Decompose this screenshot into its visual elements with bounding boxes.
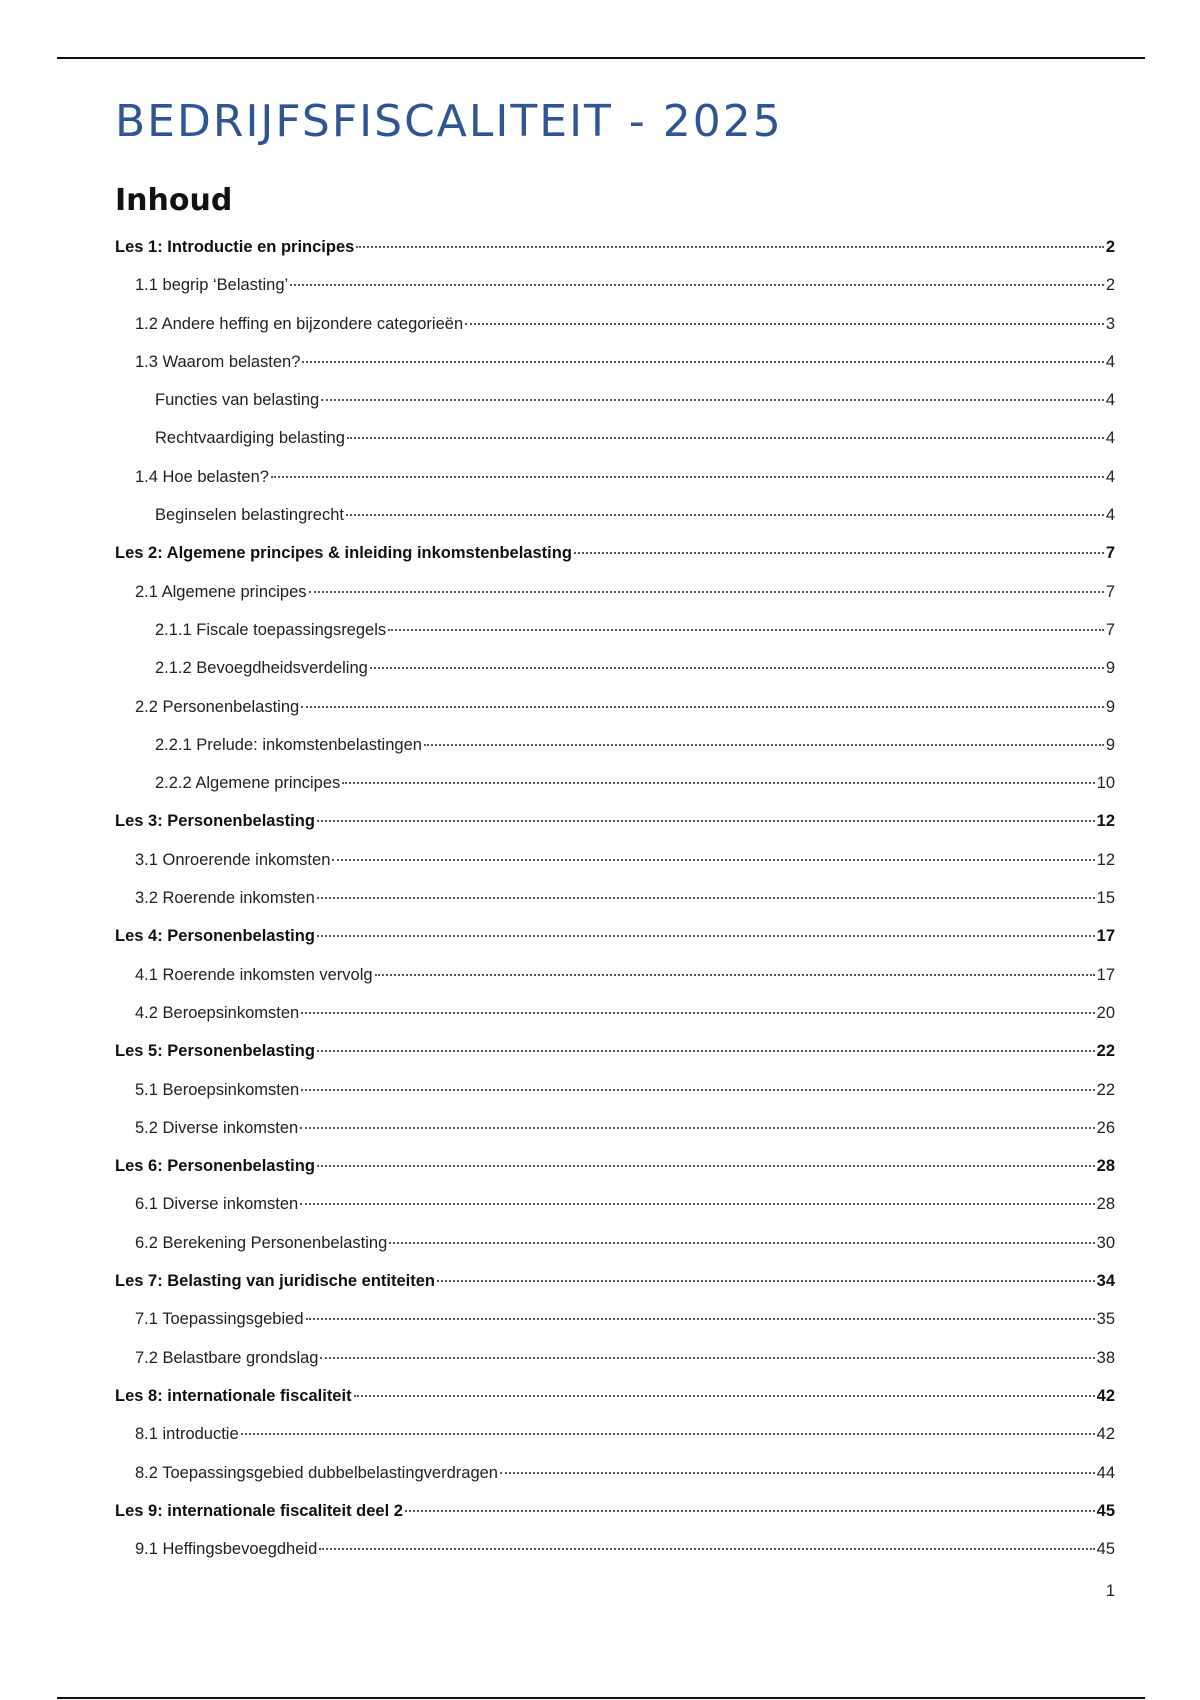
toc-dot-leader — [300, 1203, 1094, 1205]
toc-entry-title: 3.2 Roerende inkomsten — [135, 889, 315, 908]
toc-entry[interactable] — [115, 347, 1115, 385]
toc-entry-page: 15 — [1096, 889, 1115, 908]
document-title: BEDRIJFSFISCALITEIT - 2025 — [115, 96, 783, 147]
toc-entry-page: 9 — [1105, 735, 1115, 754]
toc-entry[interactable] — [115, 462, 1115, 500]
toc-entry[interactable] — [115, 538, 1115, 576]
toc-entry-page: 4 — [1105, 391, 1115, 410]
toc-entry-page: 38 — [1096, 1348, 1115, 1367]
toc-entry[interactable] — [115, 232, 1115, 270]
toc-dot-leader — [500, 1472, 1095, 1474]
toc-dot-leader — [405, 1510, 1095, 1512]
toc-entry-title: Functies van belasting — [155, 391, 320, 410]
toc-entry-page: 2 — [1105, 276, 1115, 295]
toc-dot-leader — [300, 1127, 1094, 1129]
toc-dot-leader — [388, 629, 1104, 631]
toc-entry-title: 2.1.2 Bevoegdheidsverdeling — [155, 659, 368, 678]
toc-dot-leader — [437, 1280, 1095, 1282]
toc-entry[interactable] — [115, 1458, 1115, 1496]
toc-dot-leader — [465, 323, 1104, 325]
toc-entry-title: 3.1 Onroerende inkomsten — [135, 850, 331, 869]
toc-entry[interactable] — [115, 500, 1115, 538]
toc-entry[interactable] — [115, 1419, 1115, 1457]
toc-entry-title: Rechtvaardiging belasting — [155, 429, 345, 448]
toc-entry[interactable] — [115, 423, 1115, 461]
toc-entry-page: 28 — [1096, 1157, 1115, 1176]
toc-entry-page: 17 — [1096, 927, 1115, 946]
toc-entry-title: 6.2 Berekening Personenbelasting — [135, 1233, 388, 1252]
toc-entry-title: Les 7: Belasting van juridische entiteiten — [115, 1272, 436, 1291]
toc-entry-page: 7 — [1105, 582, 1115, 601]
toc-dot-leader — [306, 1318, 1095, 1320]
toc-entry-title: 8.1 introductie — [135, 1425, 239, 1444]
toc-entry-page: 12 — [1096, 812, 1115, 831]
toc-dot-leader — [320, 1357, 1094, 1359]
toc-entry-title: 1.4 Hoe belasten? — [135, 467, 269, 486]
toc-entry[interactable] — [115, 309, 1115, 347]
toc-entry-title: Beginselen belastingrecht — [155, 506, 344, 525]
toc-entry-page: 10 — [1096, 774, 1115, 793]
toc-entry-title: 2.1.1 Fiscale toepassingsregels — [155, 620, 387, 639]
toc-entry-title: 2.1 Algemene principes — [135, 582, 307, 601]
toc-dot-leader — [317, 1050, 1095, 1052]
toc-entry[interactable] — [115, 883, 1115, 921]
toc-entry-title: 8.2 Toepassingsgebied dubbelbelastingverdragen — [135, 1463, 498, 1482]
toc-entry[interactable] — [115, 385, 1115, 423]
toc-entry-page: 44 — [1096, 1463, 1115, 1482]
toc-entry-page: 22 — [1096, 1080, 1115, 1099]
toc-entry-title: 1.2 Andere heffing en bijzondere categorieën — [135, 314, 464, 333]
toc-dot-leader — [574, 552, 1104, 554]
toc-entry-title: Les 8: internationale fiscaliteit — [115, 1386, 352, 1405]
page-number: 1 — [1105, 1582, 1115, 1600]
toc-entry-title: 7.2 Belastbare grondslag — [135, 1348, 319, 1367]
toc-entry-title: Les 1: Introductie en principes — [115, 238, 355, 256]
toc-entry-title: 5.2 Diverse inkomsten — [135, 1118, 299, 1137]
toc-entry[interactable] — [115, 1189, 1115, 1227]
toc-entry[interactable] — [115, 653, 1115, 691]
toc-entry-page: 4 — [1105, 352, 1115, 371]
toc-entry[interactable] — [115, 730, 1115, 768]
toc-entry-page: 17 — [1096, 965, 1115, 984]
toc-dot-leader — [301, 1089, 1094, 1091]
toc-dot-leader — [356, 246, 1104, 248]
toc-dot-leader — [290, 284, 1104, 286]
toc-entry-title: 1.3 Waarom belasten? — [135, 352, 301, 371]
toc-entry-page: 9 — [1105, 659, 1115, 678]
toc-dot-leader — [375, 974, 1095, 976]
toc-dot-leader — [317, 1165, 1095, 1167]
table-of-contents — [115, 232, 1115, 1572]
toc-heading: Inhoud — [115, 183, 233, 218]
toc-entry-title: 1.1 begrip ‘Belasting’ — [135, 276, 289, 295]
toc-dot-leader — [347, 437, 1104, 439]
toc-entry[interactable] — [115, 1496, 1115, 1534]
toc-entry-page: 26 — [1096, 1118, 1115, 1137]
toc-entry-title: 7.1 Toepassingsgebied — [135, 1310, 304, 1329]
toc-entry-title: Les 4: Personenbelasting — [115, 927, 315, 946]
toc-entry[interactable] — [115, 845, 1115, 883]
toc-dot-leader — [309, 591, 1104, 593]
toc-entry-page: 12 — [1096, 850, 1115, 869]
toc-entry[interactable] — [115, 1036, 1115, 1074]
toc-dot-leader — [346, 514, 1104, 516]
toc-entry[interactable] — [115, 806, 1115, 844]
bottom-rule — [57, 1697, 1145, 1699]
toc-entry[interactable] — [115, 577, 1115, 615]
toc-entry-page: 7 — [1105, 620, 1115, 639]
toc-entry[interactable] — [115, 998, 1115, 1036]
toc-entry-title: 9.1 Heffingsbevoegdheid — [135, 1540, 318, 1559]
toc-entry[interactable] — [115, 1381, 1115, 1419]
toc-entry-title: 5.1 Beroepsinkomsten — [135, 1080, 300, 1099]
toc-entry-page: 45 — [1096, 1501, 1115, 1520]
toc-entry-title: Les 9: internationale fiscaliteit deel 2 — [115, 1501, 403, 1520]
toc-dot-leader — [317, 935, 1095, 937]
toc-dot-leader — [354, 1395, 1095, 1397]
toc-entry[interactable] — [115, 692, 1115, 730]
toc-entry-title: Les 2: Algemene principes & inleiding inkomstenbelasting — [115, 544, 572, 563]
toc-entry-page: 4 — [1105, 467, 1115, 486]
top-rule — [57, 57, 1145, 59]
toc-entry-title: Les 3: Personenbelasting — [115, 812, 315, 831]
toc-entry-title: 2.2.2 Algemene principes — [155, 774, 341, 793]
toc-dot-leader — [271, 476, 1104, 478]
toc-entry-page: 4 — [1105, 506, 1115, 525]
toc-entry[interactable] — [115, 1304, 1115, 1342]
toc-entry[interactable] — [115, 768, 1115, 806]
toc-entry[interactable] — [115, 1228, 1115, 1266]
toc-entry[interactable] — [115, 270, 1115, 308]
toc-entry-title: 2.2.1 Prelude: inkomstenbelastingen — [155, 735, 422, 754]
toc-entry-page: 2 — [1105, 238, 1115, 256]
toc-entry-page: 42 — [1096, 1386, 1115, 1405]
toc-entry[interactable] — [115, 1343, 1115, 1381]
toc-dot-leader — [424, 744, 1104, 746]
toc-entry-page: 30 — [1096, 1233, 1115, 1252]
toc-entry-page: 3 — [1105, 314, 1115, 333]
toc-entry-page: 9 — [1105, 697, 1115, 716]
toc-entry[interactable] — [115, 1151, 1115, 1189]
toc-entry-page: 35 — [1096, 1310, 1115, 1329]
toc-entry-page: 20 — [1096, 1003, 1115, 1022]
toc-entry[interactable] — [115, 1075, 1115, 1113]
toc-entry-title: Les 5: Personenbelasting — [115, 1042, 315, 1061]
toc-dot-leader — [301, 1012, 1094, 1014]
toc-entry[interactable] — [115, 921, 1115, 959]
toc-entry[interactable] — [115, 1113, 1115, 1151]
toc-entry[interactable] — [115, 960, 1115, 998]
toc-dot-leader — [317, 820, 1095, 822]
toc-entry-title: 2.2 Personenbelasting — [135, 697, 300, 716]
toc-entry[interactable] — [115, 615, 1115, 653]
toc-entry-page: 22 — [1096, 1042, 1115, 1061]
toc-dot-leader — [370, 667, 1104, 669]
toc-entry-page: 42 — [1096, 1425, 1115, 1444]
toc-dot-leader — [301, 706, 1104, 708]
toc-entry-title: 6.1 Diverse inkomsten — [135, 1195, 299, 1214]
toc-dot-leader — [241, 1433, 1095, 1435]
toc-entry-page: 7 — [1105, 544, 1115, 563]
toc-dot-leader — [321, 399, 1104, 401]
toc-dot-leader — [317, 897, 1095, 899]
toc-entry[interactable] — [115, 1534, 1115, 1572]
toc-entry-page: 45 — [1096, 1540, 1115, 1559]
toc-dot-leader — [332, 859, 1094, 861]
toc-entry-page: 28 — [1096, 1195, 1115, 1214]
toc-entry-page: 34 — [1096, 1272, 1115, 1291]
toc-dot-leader — [342, 782, 1094, 784]
toc-entry-title: 4.1 Roerende inkomsten vervolg — [135, 965, 373, 984]
toc-dot-leader — [302, 361, 1103, 363]
toc-entry-title: Les 6: Personenbelasting — [115, 1157, 315, 1176]
toc-entry-page: 4 — [1105, 429, 1115, 448]
toc-dot-leader — [319, 1548, 1094, 1550]
toc-entry[interactable] — [115, 1266, 1115, 1304]
toc-dot-leader — [389, 1242, 1094, 1244]
toc-entry-title: 4.2 Beroepsinkomsten — [135, 1003, 300, 1022]
